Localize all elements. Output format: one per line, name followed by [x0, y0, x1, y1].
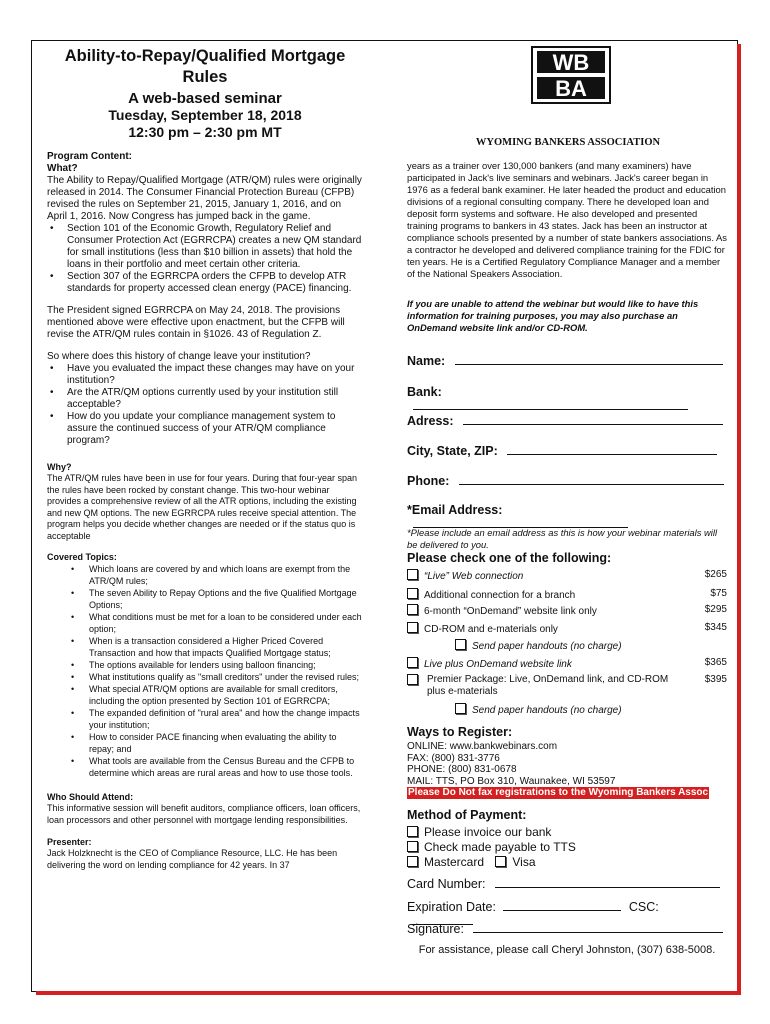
- option-label: Additional connection for a branch: [424, 590, 576, 601]
- covered-topics-list: [47, 563, 363, 779]
- what-heading: What?: [47, 163, 78, 174]
- payment-label: Please invoice our bank: [424, 825, 552, 839]
- list-item: • What special ATR/QM options are available for small creditors, including the option presented by Section 101 of EGRRCPA;: [89, 683, 363, 707]
- seminar-date: Tuesday, September 18, 2018: [108, 107, 302, 123]
- city-line[interactable]: [507, 454, 717, 455]
- phone-label: Phone:: [407, 474, 450, 488]
- frame-shadow-right: [737, 44, 741, 994]
- bio-continued: [407, 160, 727, 344]
- option-label: Premier Package: Live, OnDemand link, and CD-ROM plus e-materials: [427, 674, 669, 697]
- option-ondemand[interactable]: [407, 604, 727, 618]
- card-number-field[interactable]: [407, 877, 725, 891]
- payment-label: Mastercard: [424, 855, 485, 869]
- program-content-heading: Program Content:: [47, 151, 132, 162]
- bio-text: years as a trainer over 130,000 bankers (and many examiners) have participated in Jack's live seminars and webinars. Jack's career began in 1976 as a federal bank examiner. He later headed the product and education divisions of a regional consulting company. There he developed loan and deposit form systems and software. He also developed and presented training programs to bankers in 43 states. Jack has been an instructor at compliance schools presented by a number of state bankers associations. As a contractor he developed and delivered compliance training for the FDIC for ten years. He is a Certified Regulatory Compliance Manager and a member of the National Speakers Association.: [407, 160, 727, 279]
- option-paper-1[interactable]: [455, 639, 725, 653]
- checkbox-mastercard[interactable]: [407, 856, 418, 867]
- expiration-label: Expiration Date:: [407, 900, 496, 914]
- why-heading: Why?: [47, 462, 72, 472]
- checkbox-visa[interactable]: [495, 856, 506, 867]
- city-label: City, State, ZIP:: [407, 444, 498, 458]
- option-price: $345: [704, 622, 727, 633]
- email-label: *Email Address:: [407, 503, 503, 517]
- address-line[interactable]: [463, 424, 723, 425]
- list-item: • When is a transaction considered a Higher Priced Covered Transaction and how that impacts Qualified Mortgage status;: [89, 635, 363, 659]
- way-mail: MAIL: TTS, PO Box 310, Waunakee, WI 53597: [407, 775, 616, 787]
- option-label: Live plus OnDemand website link: [424, 659, 572, 670]
- card-number-label: Card Number:: [407, 877, 486, 891]
- option-cdrom[interactable]: [407, 622, 727, 636]
- payment-options: [407, 825, 727, 870]
- signature-line[interactable]: [473, 932, 723, 933]
- checkbox-ondemand[interactable]: [407, 604, 418, 615]
- payment-label: Visa: [512, 855, 536, 869]
- logo-text-bottom: BA: [555, 76, 587, 101]
- address-label: Adress:: [407, 414, 454, 428]
- check-heading: Please check one of the following:: [407, 551, 612, 565]
- signature-field[interactable]: [407, 922, 725, 936]
- list-item: • How do you update your compliance management system to assure the continued success of your ATR/QM compliance program?: [67, 411, 363, 447]
- option-price: $395: [704, 674, 727, 685]
- checkbox-premier[interactable]: [407, 674, 418, 685]
- checkbox-branch[interactable]: [407, 588, 418, 599]
- title-line-1: Ability-to-Repay/Qualified Mortgage: [64, 47, 346, 65]
- list-item: • The seven Ability to Repay Options and the five Qualified Mortgage Options;: [89, 587, 363, 611]
- list-item: • The options available for lenders using balloon financing;: [89, 659, 363, 671]
- checkbox-cdrom[interactable]: [407, 622, 418, 633]
- checkbox-paper-1[interactable]: [455, 639, 466, 650]
- phone-line[interactable]: [459, 484, 724, 485]
- list-item: • What institutions qualify as "small creditors" under the revised rules;: [89, 671, 363, 683]
- address-field[interactable]: [407, 414, 725, 428]
- payment-invoice[interactable]: [407, 825, 727, 840]
- option-live-plus[interactable]: [407, 657, 727, 671]
- unable-attend-note: If you are unable to attend the webinar but would like to have this information for training purposes, you may also purchase an OnDemand website link and/or CD-ROM.: [407, 298, 699, 334]
- option-paper-2[interactable]: [455, 703, 725, 717]
- option-label: “Live” Web connection: [424, 571, 524, 582]
- list-item: • How to consider PACE financing when evaluating the ability to repay; and: [89, 731, 363, 755]
- option-label: CD-ROM and e-materials only: [424, 624, 558, 635]
- frame-shadow-bottom: [36, 991, 741, 995]
- list-item: • Have you evaluated the impact these changes may have on your institution?: [67, 363, 363, 387]
- left-column: [47, 46, 363, 871]
- way-online: ONLINE: www.bankwebinars.com: [407, 741, 558, 752]
- no-fax-notice: Please Do Not fax registrations to the Wyoming Bankers Assoc: [408, 787, 709, 798]
- title-line-2: Rules: [182, 68, 228, 86]
- ways-list: [407, 741, 727, 799]
- name-line[interactable]: [455, 364, 723, 365]
- email-note: *Please include an email address as this is how your webinar materials will be delivered to you.: [407, 527, 718, 550]
- option-branch[interactable]: [407, 588, 727, 602]
- option-label: Send paper handouts (no charge): [472, 705, 622, 716]
- so-where-text: So where does this history of change leave your institution?: [47, 351, 311, 362]
- way-phone: PHONE: (800) 831-0678: [407, 764, 517, 775]
- checkbox-paper-2[interactable]: [455, 703, 466, 714]
- name-field[interactable]: [407, 354, 725, 368]
- card-number-line[interactable]: [495, 887, 720, 888]
- who-should-attend-text: This informative session will benefit auditors, compliance officers, loan officers, loan processors and other personnel with mortgage lending responsibilities.: [47, 803, 361, 825]
- option-price: $75: [710, 588, 727, 599]
- option-price: $365: [704, 657, 727, 668]
- presenter-heading: Presenter:: [47, 837, 92, 847]
- list-item: • Which loans are covered by and which loans are exempt from the ATR/QM rules;: [89, 563, 363, 587]
- option-price: $295: [704, 604, 727, 615]
- list-item: • What tools are available from the Census Bureau and the CFPB to determine which areas are rural areas and how to use those tools.: [89, 755, 363, 779]
- wba-logo: [531, 46, 611, 104]
- bank-line[interactable]: [413, 409, 688, 410]
- option-premier[interactable]: [407, 674, 727, 698]
- expiration-line[interactable]: [503, 910, 621, 911]
- option-label: 6-month “OnDemand” website link only: [424, 606, 597, 617]
- list-item: • The expanded definition of "rural area" and how the change impacts your institution;: [89, 707, 363, 731]
- ways-heading: Ways to Register:: [407, 725, 513, 739]
- way-fax: FAX: (800) 831-3776: [407, 752, 500, 764]
- signed-text: The President signed EGRRCPA on May 24, 2018. The provisions mentioned above were effective upon enactment, but the CFPB will revise the ATR/QM rules contain in §1026. 43 of Regulation Z.: [47, 305, 345, 340]
- payment-cards: [407, 855, 727, 870]
- option-price: $265: [704, 569, 727, 580]
- signature-label: Signature:: [407, 922, 464, 936]
- presenter-text: Jack Holzknecht is the CEO of Compliance Resource, LLC. He has been delivering the word on lending compliance for 42 years. In 37: [47, 848, 338, 870]
- city-field[interactable]: [407, 444, 725, 458]
- list-item: • Section 101 of the Economic Growth, Regulatory Relief and Consumer Protection Act (EGRRCPA) creates a new QM standard for small institutions (less than $10 billion in assets) that hold the loans in their portfolio and meet certain other criteria.: [67, 223, 363, 271]
- seminar-time: 12:30 pm – 2:30 pm MT: [128, 124, 282, 140]
- checkbox-live[interactable]: [407, 569, 418, 580]
- bank-label: Bank:: [407, 385, 442, 399]
- name-label: Name:: [407, 354, 446, 368]
- csc-label: CSC:: [628, 900, 659, 914]
- list-item: • Section 307 of the EGRRCPA orders the CFPB to develop ATR standards for property accessed clean energy (PACE) financing.: [67, 271, 363, 295]
- what-bullets: [47, 223, 363, 295]
- list-item: • What conditions must be met for a loan to be considered under each option;: [89, 611, 363, 635]
- payment-heading: Method of Payment:: [407, 808, 527, 822]
- checkbox-invoice[interactable]: [407, 826, 418, 837]
- covered-topics-heading: Covered Topics:: [47, 552, 117, 562]
- payment-label: Check made payable to TTS: [424, 840, 576, 854]
- list-item: • Are the ATR/QM options currently used by your institution still acceptable?: [67, 387, 363, 411]
- bank-field[interactable]: [407, 385, 725, 413]
- association-name: WYOMING BANKERS ASSOCIATION: [475, 137, 661, 148]
- subtitle: A web-based seminar: [128, 90, 282, 107]
- why-text: The ATR/QM rules have been in use for four years. During that four-year span the rules have been rocked by constant change. This two-hour webinar provides a comprehensive review of all the ATR options, including the existing and new QM options. The new EGRRCPA rules receive special attention. The program helps you decide whether changes are needed or if the status quo is acceptable: [47, 473, 357, 541]
- option-label: Send paper handouts (no charge): [472, 641, 622, 652]
- checkbox-check[interactable]: [407, 841, 418, 852]
- option-live[interactable]: [407, 569, 727, 583]
- who-should-attend-heading: Who Should Attend:: [47, 792, 134, 802]
- payment-check[interactable]: [407, 840, 727, 855]
- logo-text-top: WB: [552, 50, 590, 75]
- checkbox-live-plus[interactable]: [407, 657, 418, 668]
- so-where-bullets: [47, 363, 363, 447]
- assistance-text: For assistance, please call Cheryl Johnston, (307) 638-5008.: [418, 944, 716, 956]
- phone-field[interactable]: [407, 474, 725, 488]
- what-text: The Ability to Repay/Qualified Mortgage (ATR/QM) rules were originally released in 2014. The Consumer Financial Protection Bureau (CFPB) revised the rules on September 21, 2015, January 1, 2016, and on April 1, 2016. Now Congress has jumped back in the game.: [47, 175, 362, 222]
